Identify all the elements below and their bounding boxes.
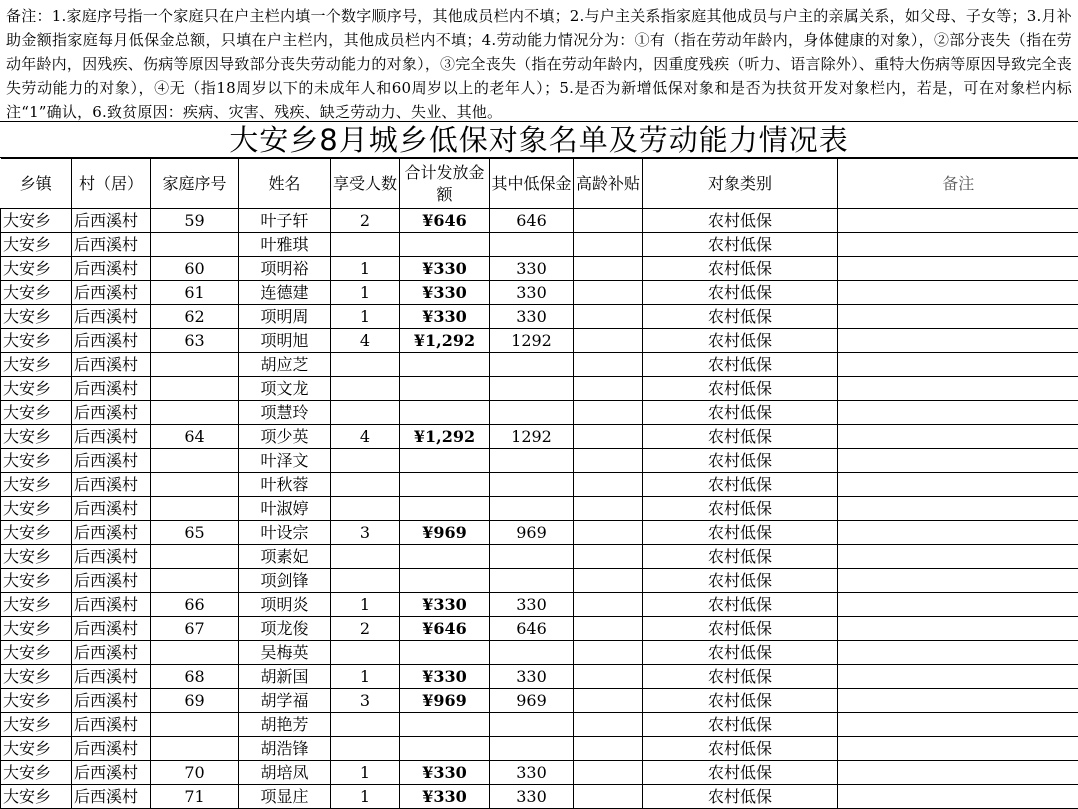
cell-family-no[interactable]: [151, 473, 239, 497]
cell-remark[interactable]: [838, 761, 1078, 785]
cell-village[interactable]: 后西溪村: [72, 737, 151, 761]
cell-remark[interactable]: [838, 377, 1078, 401]
cell-persons[interactable]: [331, 473, 400, 497]
cell-dibao[interactable]: 330: [490, 257, 574, 281]
cell-category[interactable]: 农村低保: [643, 761, 838, 785]
cell-township[interactable]: 大安乡: [1, 713, 72, 737]
cell-family-no[interactable]: [151, 545, 239, 569]
cell-family-no[interactable]: 64: [151, 425, 239, 449]
cell-persons[interactable]: [331, 233, 400, 257]
cell-dibao[interactable]: [490, 353, 574, 377]
cell-total-amount[interactable]: ¥330: [400, 665, 490, 689]
cell-remark[interactable]: [838, 449, 1078, 473]
cell-dibao[interactable]: 330: [490, 665, 574, 689]
cell-township[interactable]: 大安乡: [1, 641, 72, 665]
cell-family-no[interactable]: [151, 569, 239, 593]
cell-elderly-subsidy[interactable]: [574, 713, 643, 737]
cell-family-no[interactable]: [151, 449, 239, 473]
cell-persons[interactable]: 3: [331, 521, 400, 545]
cell-remark[interactable]: [838, 713, 1078, 737]
cell-name[interactable]: 叶雅琪: [239, 233, 331, 257]
cell-dibao[interactable]: [490, 737, 574, 761]
cell-name[interactable]: 叶泽文: [239, 449, 331, 473]
cell-remark[interactable]: [838, 353, 1078, 377]
cell-remark[interactable]: [838, 641, 1078, 665]
cell-township[interactable]: 大安乡: [1, 617, 72, 641]
table-row: [1, 569, 1078, 593]
cell-total-amount[interactable]: ¥969: [400, 689, 490, 713]
cell-name[interactable]: 胡学福: [239, 689, 331, 713]
cell-total-amount[interactable]: [400, 377, 490, 401]
cell-dibao[interactable]: [490, 233, 574, 257]
cell-persons[interactable]: 2: [331, 617, 400, 641]
cell-family-no[interactable]: 68: [151, 665, 239, 689]
table-row: [1, 401, 1078, 425]
cell-category[interactable]: 农村低保: [643, 257, 838, 281]
cell-township[interactable]: 大安乡: [1, 593, 72, 617]
header-elderly-subsidy[interactable]: 高龄补贴: [574, 159, 643, 209]
cell-dibao[interactable]: 1292: [490, 425, 574, 449]
cell-village[interactable]: 后西溪村: [72, 353, 151, 377]
cell-category[interactable]: 农村低保: [643, 593, 838, 617]
cell-village[interactable]: 后西溪村: [72, 713, 151, 737]
cell-township[interactable]: 大安乡: [1, 329, 72, 353]
cell-family-no[interactable]: [151, 233, 239, 257]
cell-elderly-subsidy[interactable]: [574, 785, 643, 809]
cell-elderly-subsidy[interactable]: [574, 497, 643, 521]
cell-name[interactable]: 项显庄: [239, 785, 331, 809]
table-row: [1, 209, 1078, 233]
cell-persons[interactable]: 1: [331, 785, 400, 809]
table-row: [1, 617, 1078, 641]
cell-village[interactable]: 后西溪村: [72, 689, 151, 713]
cell-name[interactable]: 项明旭: [239, 329, 331, 353]
cell-village[interactable]: 后西溪村: [72, 521, 151, 545]
cell-name[interactable]: 项明炎: [239, 593, 331, 617]
cell-township[interactable]: 大安乡: [1, 425, 72, 449]
cell-name[interactable]: 项明裕: [239, 257, 331, 281]
cell-total-amount[interactable]: [400, 473, 490, 497]
table-row: [1, 761, 1078, 785]
cell-township[interactable]: 大安乡: [1, 569, 72, 593]
table-row: [1, 497, 1078, 521]
cell-elderly-subsidy[interactable]: [574, 665, 643, 689]
cell-elderly-subsidy[interactable]: [574, 689, 643, 713]
cell-total-amount[interactable]: ¥330: [400, 593, 490, 617]
cell-dibao[interactable]: [490, 497, 574, 521]
cell-village[interactable]: 后西溪村: [72, 377, 151, 401]
cell-category[interactable]: 农村低保: [643, 521, 838, 545]
cell-category[interactable]: 农村低保: [643, 689, 838, 713]
cell-category[interactable]: 农村低保: [643, 305, 838, 329]
table-row: [1, 665, 1078, 689]
cell-category[interactable]: 农村低保: [643, 425, 838, 449]
cell-category[interactable]: 农村低保: [643, 209, 838, 233]
cell-remark[interactable]: [838, 521, 1078, 545]
cell-family-no[interactable]: 66: [151, 593, 239, 617]
table-row: [1, 473, 1078, 497]
cell-dibao[interactable]: [490, 449, 574, 473]
cell-remark[interactable]: [838, 425, 1078, 449]
header-total-amount[interactable]: 合计发放金额: [400, 159, 490, 209]
cell-name[interactable]: 叶子轩: [239, 209, 331, 233]
table-row: [1, 521, 1078, 545]
cell-remark[interactable]: [838, 257, 1078, 281]
cell-persons[interactable]: 1: [331, 305, 400, 329]
cell-dibao[interactable]: 1292: [490, 329, 574, 353]
cell-family-no[interactable]: 63: [151, 329, 239, 353]
cell-township[interactable]: 大安乡: [1, 497, 72, 521]
table-body: [1, 209, 1078, 809]
cell-total-amount[interactable]: ¥330: [400, 281, 490, 305]
cell-dibao[interactable]: 969: [490, 521, 574, 545]
table-row: [1, 641, 1078, 665]
cell-category[interactable]: 农村低保: [643, 281, 838, 305]
cell-remark[interactable]: [838, 593, 1078, 617]
header-family-no[interactable]: 家庭序号: [151, 159, 239, 209]
cell-total-amount[interactable]: ¥1,292: [400, 425, 490, 449]
cell-family-no[interactable]: [151, 497, 239, 521]
cell-total-amount[interactable]: [400, 497, 490, 521]
cell-dibao[interactable]: [490, 401, 574, 425]
cell-total-amount[interactable]: ¥330: [400, 761, 490, 785]
cell-elderly-subsidy[interactable]: [574, 353, 643, 377]
cell-township[interactable]: 大安乡: [1, 209, 72, 233]
cell-name[interactable]: 项文龙: [239, 377, 331, 401]
cell-dibao[interactable]: [490, 377, 574, 401]
cell-village[interactable]: 后西溪村: [72, 209, 151, 233]
cell-dibao[interactable]: 330: [490, 593, 574, 617]
cell-name[interactable]: 叶淑婷: [239, 497, 331, 521]
table-row: [1, 425, 1078, 449]
cell-dibao[interactable]: [490, 473, 574, 497]
cell-village[interactable]: 后西溪村: [72, 665, 151, 689]
cell-category[interactable]: 农村低保: [643, 401, 838, 425]
cell-family-no[interactable]: 60: [151, 257, 239, 281]
cell-remark[interactable]: [838, 689, 1078, 713]
cell-family-no[interactable]: [151, 377, 239, 401]
cell-persons[interactable]: [331, 545, 400, 569]
cell-persons[interactable]: 1: [331, 665, 400, 689]
cell-dibao[interactable]: 330: [490, 281, 574, 305]
cell-village[interactable]: 后西溪村: [72, 257, 151, 281]
cell-total-amount[interactable]: [400, 713, 490, 737]
cell-remark[interactable]: [838, 497, 1078, 521]
cell-family-no[interactable]: [151, 401, 239, 425]
cell-category[interactable]: 农村低保: [643, 641, 838, 665]
cell-total-amount[interactable]: [400, 233, 490, 257]
cell-total-amount[interactable]: ¥646: [400, 617, 490, 641]
cell-dibao[interactable]: [490, 713, 574, 737]
cell-persons[interactable]: [331, 641, 400, 665]
cell-elderly-subsidy[interactable]: [574, 281, 643, 305]
cell-remark[interactable]: [838, 305, 1078, 329]
table-row: [1, 593, 1078, 617]
cell-remark[interactable]: [838, 281, 1078, 305]
page-title[interactable]: 大安乡8月城乡低保对象名单及劳动能力情况表: [0, 122, 1078, 158]
cell-family-no[interactable]: 65: [151, 521, 239, 545]
cell-name[interactable]: 胡艳芳: [239, 713, 331, 737]
cell-name[interactable]: 叶设宗: [239, 521, 331, 545]
table-row: [1, 737, 1078, 761]
cell-elderly-subsidy[interactable]: [574, 521, 643, 545]
cell-remark[interactable]: [838, 329, 1078, 353]
cell-persons[interactable]: 1: [331, 257, 400, 281]
cell-remark[interactable]: [838, 473, 1078, 497]
cell-name[interactable]: 叶秋蓉: [239, 473, 331, 497]
table-row: [1, 329, 1078, 353]
cell-township[interactable]: 大安乡: [1, 665, 72, 689]
cell-total-amount[interactable]: ¥1,292: [400, 329, 490, 353]
cell-category[interactable]: 农村低保: [643, 497, 838, 521]
cell-village[interactable]: 后西溪村: [72, 569, 151, 593]
cell-total-amount[interactable]: ¥330: [400, 785, 490, 809]
cell-category[interactable]: 农村低保: [643, 377, 838, 401]
cell-elderly-subsidy[interactable]: [574, 617, 643, 641]
cell-total-amount[interactable]: [400, 641, 490, 665]
cell-name[interactable]: 连德建: [239, 281, 331, 305]
cell-total-amount[interactable]: [400, 545, 490, 569]
cell-dibao[interactable]: [490, 641, 574, 665]
cell-remark[interactable]: [838, 209, 1078, 233]
cell-total-amount[interactable]: [400, 569, 490, 593]
cell-family-no[interactable]: 69: [151, 689, 239, 713]
cell-village[interactable]: 后西溪村: [72, 233, 151, 257]
cell-village[interactable]: 后西溪村: [72, 305, 151, 329]
cell-township[interactable]: 大安乡: [1, 473, 72, 497]
cell-township[interactable]: 大安乡: [1, 305, 72, 329]
table-row: [1, 449, 1078, 473]
cell-village[interactable]: 后西溪村: [72, 449, 151, 473]
cell-persons[interactable]: 1: [331, 281, 400, 305]
cell-village[interactable]: 后西溪村: [72, 281, 151, 305]
cell-remark[interactable]: [838, 737, 1078, 761]
cell-total-amount[interactable]: ¥330: [400, 257, 490, 281]
cell-family-no[interactable]: 62: [151, 305, 239, 329]
cell-village[interactable]: 后西溪村: [72, 593, 151, 617]
cell-family-no[interactable]: [151, 713, 239, 737]
cell-village[interactable]: 后西溪村: [72, 761, 151, 785]
table-row: [1, 545, 1078, 569]
cell-elderly-subsidy[interactable]: [574, 473, 643, 497]
cell-category[interactable]: 农村低保: [643, 785, 838, 809]
cell-dibao[interactable]: [490, 545, 574, 569]
cell-dibao[interactable]: 330: [490, 305, 574, 329]
cell-category[interactable]: 农村低保: [643, 449, 838, 473]
cell-persons[interactable]: [331, 353, 400, 377]
cell-township[interactable]: 大安乡: [1, 737, 72, 761]
cell-family-no[interactable]: 59: [151, 209, 239, 233]
cell-category[interactable]: 农村低保: [643, 713, 838, 737]
cell-elderly-subsidy[interactable]: [574, 449, 643, 473]
cell-category[interactable]: 农村低保: [643, 569, 838, 593]
cell-township[interactable]: 大安乡: [1, 449, 72, 473]
cell-township[interactable]: 大安乡: [1, 377, 72, 401]
cell-township[interactable]: 大安乡: [1, 761, 72, 785]
cell-family-no[interactable]: [151, 737, 239, 761]
cell-elderly-subsidy[interactable]: [574, 329, 643, 353]
table-row: [1, 305, 1078, 329]
cell-remark[interactable]: [838, 665, 1078, 689]
table-row: [1, 281, 1078, 305]
cell-township[interactable]: 大安乡: [1, 785, 72, 809]
header-dibao[interactable]: 其中低保金: [490, 159, 574, 209]
cell-category[interactable]: 农村低保: [643, 617, 838, 641]
table-row: [1, 377, 1078, 401]
cell-remark[interactable]: [838, 785, 1078, 809]
cell-dibao[interactable]: [490, 569, 574, 593]
remarks-note[interactable]: 备注：1.家庭序号指一个家庭只在户主栏内填一个数字顺序号，其他成员栏内不填；2.与户主关系指家庭其他成员与户主的亲属关系，如父母、子女等；3.月补助金额指家庭每月低保金总额，只填在户主栏内，其他成员栏内不填；4.劳动能力情况分为：①有（指在劳动年龄内，身体健康的对象），②部分丧失（指在劳动年龄内，因残疾、伤病等原因导致部分丧失劳动能力的对象），③完全丧失（指在劳动年龄内，因重度残疾（听力、语言除外）、重特大伤病等原因导致完全丧失劳动能力的对象），④无（指18周岁以下的未成年人和60周岁以上的老年人）；5.是否为新增低保对象和是否为扶贫开发对象栏内，若是，可在对象栏内标注“1”确认，6.致贫原因：疾病、灾害、残疾、缺乏劳动力、失业、其他。: [0, 0, 1078, 122]
cell-village[interactable]: 后西溪村: [72, 329, 151, 353]
cell-persons[interactable]: 2: [331, 209, 400, 233]
cell-elderly-subsidy[interactable]: [574, 569, 643, 593]
table-row: [1, 257, 1078, 281]
cell-name[interactable]: 项慧玲: [239, 401, 331, 425]
cell-dibao[interactable]: 330: [490, 785, 574, 809]
table-row: [1, 353, 1078, 377]
cell-persons[interactable]: 4: [331, 425, 400, 449]
cell-persons[interactable]: 1: [331, 761, 400, 785]
cell-township[interactable]: 大安乡: [1, 257, 72, 281]
cell-name[interactable]: 吴梅英: [239, 641, 331, 665]
cell-total-amount[interactable]: ¥330: [400, 305, 490, 329]
cell-persons[interactable]: [331, 569, 400, 593]
cell-persons[interactable]: [331, 449, 400, 473]
dibao-table: [0, 158, 1078, 809]
cell-village[interactable]: 后西溪村: [72, 785, 151, 809]
cell-village[interactable]: 后西溪村: [72, 473, 151, 497]
cell-elderly-subsidy[interactable]: [574, 641, 643, 665]
cell-name[interactable]: 胡浩锋: [239, 737, 331, 761]
cell-elderly-subsidy[interactable]: [574, 233, 643, 257]
header-remark[interactable]: 备注: [838, 159, 1078, 209]
cell-name[interactable]: 胡培凤: [239, 761, 331, 785]
cell-persons[interactable]: [331, 497, 400, 521]
cell-village[interactable]: 后西溪村: [72, 401, 151, 425]
table-row: [1, 713, 1078, 737]
cell-dibao[interactable]: 646: [490, 617, 574, 641]
cell-township[interactable]: 大安乡: [1, 401, 72, 425]
cell-village[interactable]: 后西溪村: [72, 641, 151, 665]
cell-village[interactable]: 后西溪村: [72, 545, 151, 569]
cell-remark[interactable]: [838, 401, 1078, 425]
cell-family-no[interactable]: [151, 353, 239, 377]
cell-persons[interactable]: 1: [331, 593, 400, 617]
cell-village[interactable]: 后西溪村: [72, 425, 151, 449]
cell-elderly-subsidy[interactable]: [574, 377, 643, 401]
cell-township[interactable]: 大安乡: [1, 521, 72, 545]
cell-name[interactable]: 项少英: [239, 425, 331, 449]
cell-total-amount[interactable]: [400, 401, 490, 425]
cell-persons[interactable]: [331, 377, 400, 401]
cell-township[interactable]: 大安乡: [1, 353, 72, 377]
cell-family-no[interactable]: 70: [151, 761, 239, 785]
cell-category[interactable]: 农村低保: [643, 665, 838, 689]
cell-village[interactable]: 后西溪村: [72, 617, 151, 641]
cell-family-no[interactable]: 61: [151, 281, 239, 305]
cell-name[interactable]: 项明周: [239, 305, 331, 329]
cell-category[interactable]: 农村低保: [643, 473, 838, 497]
cell-category[interactable]: 农村低保: [643, 329, 838, 353]
table-row: [1, 689, 1078, 713]
cell-elderly-subsidy[interactable]: [574, 257, 643, 281]
cell-remark[interactable]: [838, 569, 1078, 593]
cell-family-no[interactable]: 67: [151, 617, 239, 641]
cell-name[interactable]: 项素妃: [239, 545, 331, 569]
cell-total-amount[interactable]: [400, 737, 490, 761]
cell-dibao[interactable]: 969: [490, 689, 574, 713]
cell-total-amount[interactable]: ¥969: [400, 521, 490, 545]
table-row: [1, 785, 1078, 809]
cell-name[interactable]: 胡应芝: [239, 353, 331, 377]
cell-elderly-subsidy[interactable]: [574, 305, 643, 329]
cell-remark[interactable]: [838, 617, 1078, 641]
cell-township[interactable]: 大安乡: [1, 281, 72, 305]
cell-elderly-subsidy[interactable]: [574, 209, 643, 233]
cell-category[interactable]: 农村低保: [643, 545, 838, 569]
cell-persons[interactable]: [331, 401, 400, 425]
cell-elderly-subsidy[interactable]: [574, 545, 643, 569]
header-category[interactable]: 对象类别: [643, 159, 838, 209]
cell-name[interactable]: 项剑锋: [239, 569, 331, 593]
cell-total-amount[interactable]: ¥646: [400, 209, 490, 233]
cell-category[interactable]: 农村低保: [643, 233, 838, 257]
cell-persons[interactable]: [331, 737, 400, 761]
cell-elderly-subsidy[interactable]: [574, 401, 643, 425]
cell-elderly-subsidy[interactable]: [574, 761, 643, 785]
cell-remark[interactable]: [838, 545, 1078, 569]
cell-name[interactable]: 胡新国: [239, 665, 331, 689]
cell-village[interactable]: 后西溪村: [72, 497, 151, 521]
cell-category[interactable]: 农村低保: [643, 353, 838, 377]
header-name[interactable]: 姓名: [239, 159, 331, 209]
cell-persons[interactable]: 4: [331, 329, 400, 353]
cell-family-no[interactable]: 71: [151, 785, 239, 809]
cell-total-amount[interactable]: [400, 353, 490, 377]
cell-category[interactable]: 农村低保: [643, 737, 838, 761]
cell-township[interactable]: 大安乡: [1, 545, 72, 569]
cell-dibao[interactable]: 646: [490, 209, 574, 233]
cell-dibao[interactable]: 330: [490, 761, 574, 785]
cell-total-amount[interactable]: [400, 449, 490, 473]
cell-family-no[interactable]: [151, 641, 239, 665]
header-persons[interactable]: 享受人数: [331, 159, 400, 209]
cell-elderly-subsidy[interactable]: [574, 593, 643, 617]
cell-township[interactable]: 大安乡: [1, 689, 72, 713]
cell-township[interactable]: 大安乡: [1, 233, 72, 257]
cell-elderly-subsidy[interactable]: [574, 737, 643, 761]
table-header-row: [1, 159, 1078, 209]
cell-elderly-subsidy[interactable]: [574, 425, 643, 449]
table-row: [1, 233, 1078, 257]
header-village[interactable]: 村（居）: [72, 159, 151, 209]
cell-name[interactable]: 项龙俊: [239, 617, 331, 641]
cell-remark[interactable]: [838, 233, 1078, 257]
cell-persons[interactable]: 3: [331, 689, 400, 713]
cell-persons[interactable]: [331, 713, 400, 737]
header-township[interactable]: 乡镇: [1, 159, 72, 209]
